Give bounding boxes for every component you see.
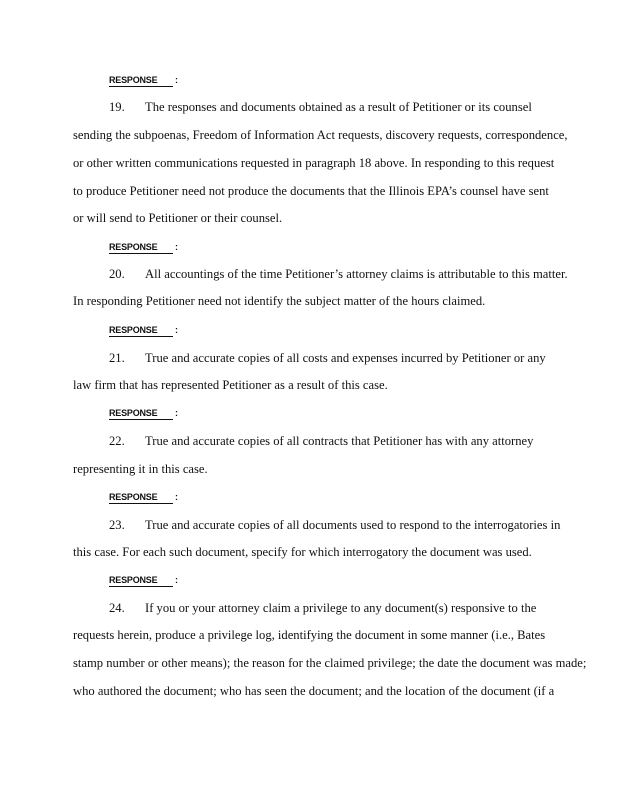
paragraph-19-line-3: or other written communications requested in paragraph 18 above. In responding to this request xyxy=(73,156,555,170)
response-label: RESPONSE : xyxy=(109,242,178,252)
paragraph-19-line-1: 19. The responses and documents obtained as a result of Petitioner or its counsel xyxy=(109,100,532,114)
paragraph-23-line-2: this case. For each such document, specify for which interrogatory the document was used. xyxy=(73,545,532,559)
response-label: RESPONSE : xyxy=(109,75,178,85)
paragraph-23-line-1: 23. True and accurate copies of all documents used to respond to the interrogatories in xyxy=(109,518,561,532)
paragraph-number: 21. xyxy=(109,351,125,365)
paragraph-24-line-2: requests herein, produce a privilege log, identifying the document in some manner (i.e., Bates xyxy=(73,628,546,642)
paragraph-24-line-4: who authored the document; who has seen the document; and the location of the document (if a xyxy=(73,684,555,698)
paragraph-19-line-2: sending the subpoenas, Freedom of Information Act requests, discovery requests, correspondence, xyxy=(73,128,568,142)
response-label: RESPONSE : xyxy=(109,575,178,585)
paragraph-number: 19. xyxy=(109,100,125,114)
paragraph-24-line-3: stamp number or other means); the reason for the claimed privilege; the date the document was made; xyxy=(73,656,587,670)
paragraph-20-line-1: 20. All accountings of the time Petitioner’s attorney claims is attributable to this matter. xyxy=(109,267,568,281)
paragraph-21-line-2: law firm that has represented Petitioner as a result of this case. xyxy=(73,378,388,392)
paragraph-22-line-2: representing it in this case. xyxy=(73,462,208,476)
paragraph-24-line-1: 24. If you or your attorney claim a privilege to any document(s) responsive to the xyxy=(109,601,537,615)
paragraph-number: 20. xyxy=(109,267,125,281)
paragraph-19-line-5: or will send to Petitioner or their counsel. xyxy=(73,211,283,225)
paragraph-number: 22. xyxy=(109,434,125,448)
paragraph-19-line-4: to produce Petitioner need not produce the documents that the Illinois EPA’s counsel have sent xyxy=(73,184,549,198)
paragraph-number: 24. xyxy=(109,601,125,615)
response-label: RESPONSE : xyxy=(109,408,178,418)
response-label: RESPONSE : xyxy=(109,325,178,335)
paragraph-22-line-1: 22. True and accurate copies of all contracts that Petitioner has with any attorney xyxy=(109,434,534,448)
response-label: RESPONSE : xyxy=(109,492,178,502)
paragraph-number: 23. xyxy=(109,518,125,532)
paragraph-21-line-1: 21. True and accurate copies of all costs and expenses incurred by Petitioner or any xyxy=(109,351,546,365)
paragraph-20-line-2: In responding Petitioner need not identify the subject matter of the hours claimed. xyxy=(73,294,486,308)
